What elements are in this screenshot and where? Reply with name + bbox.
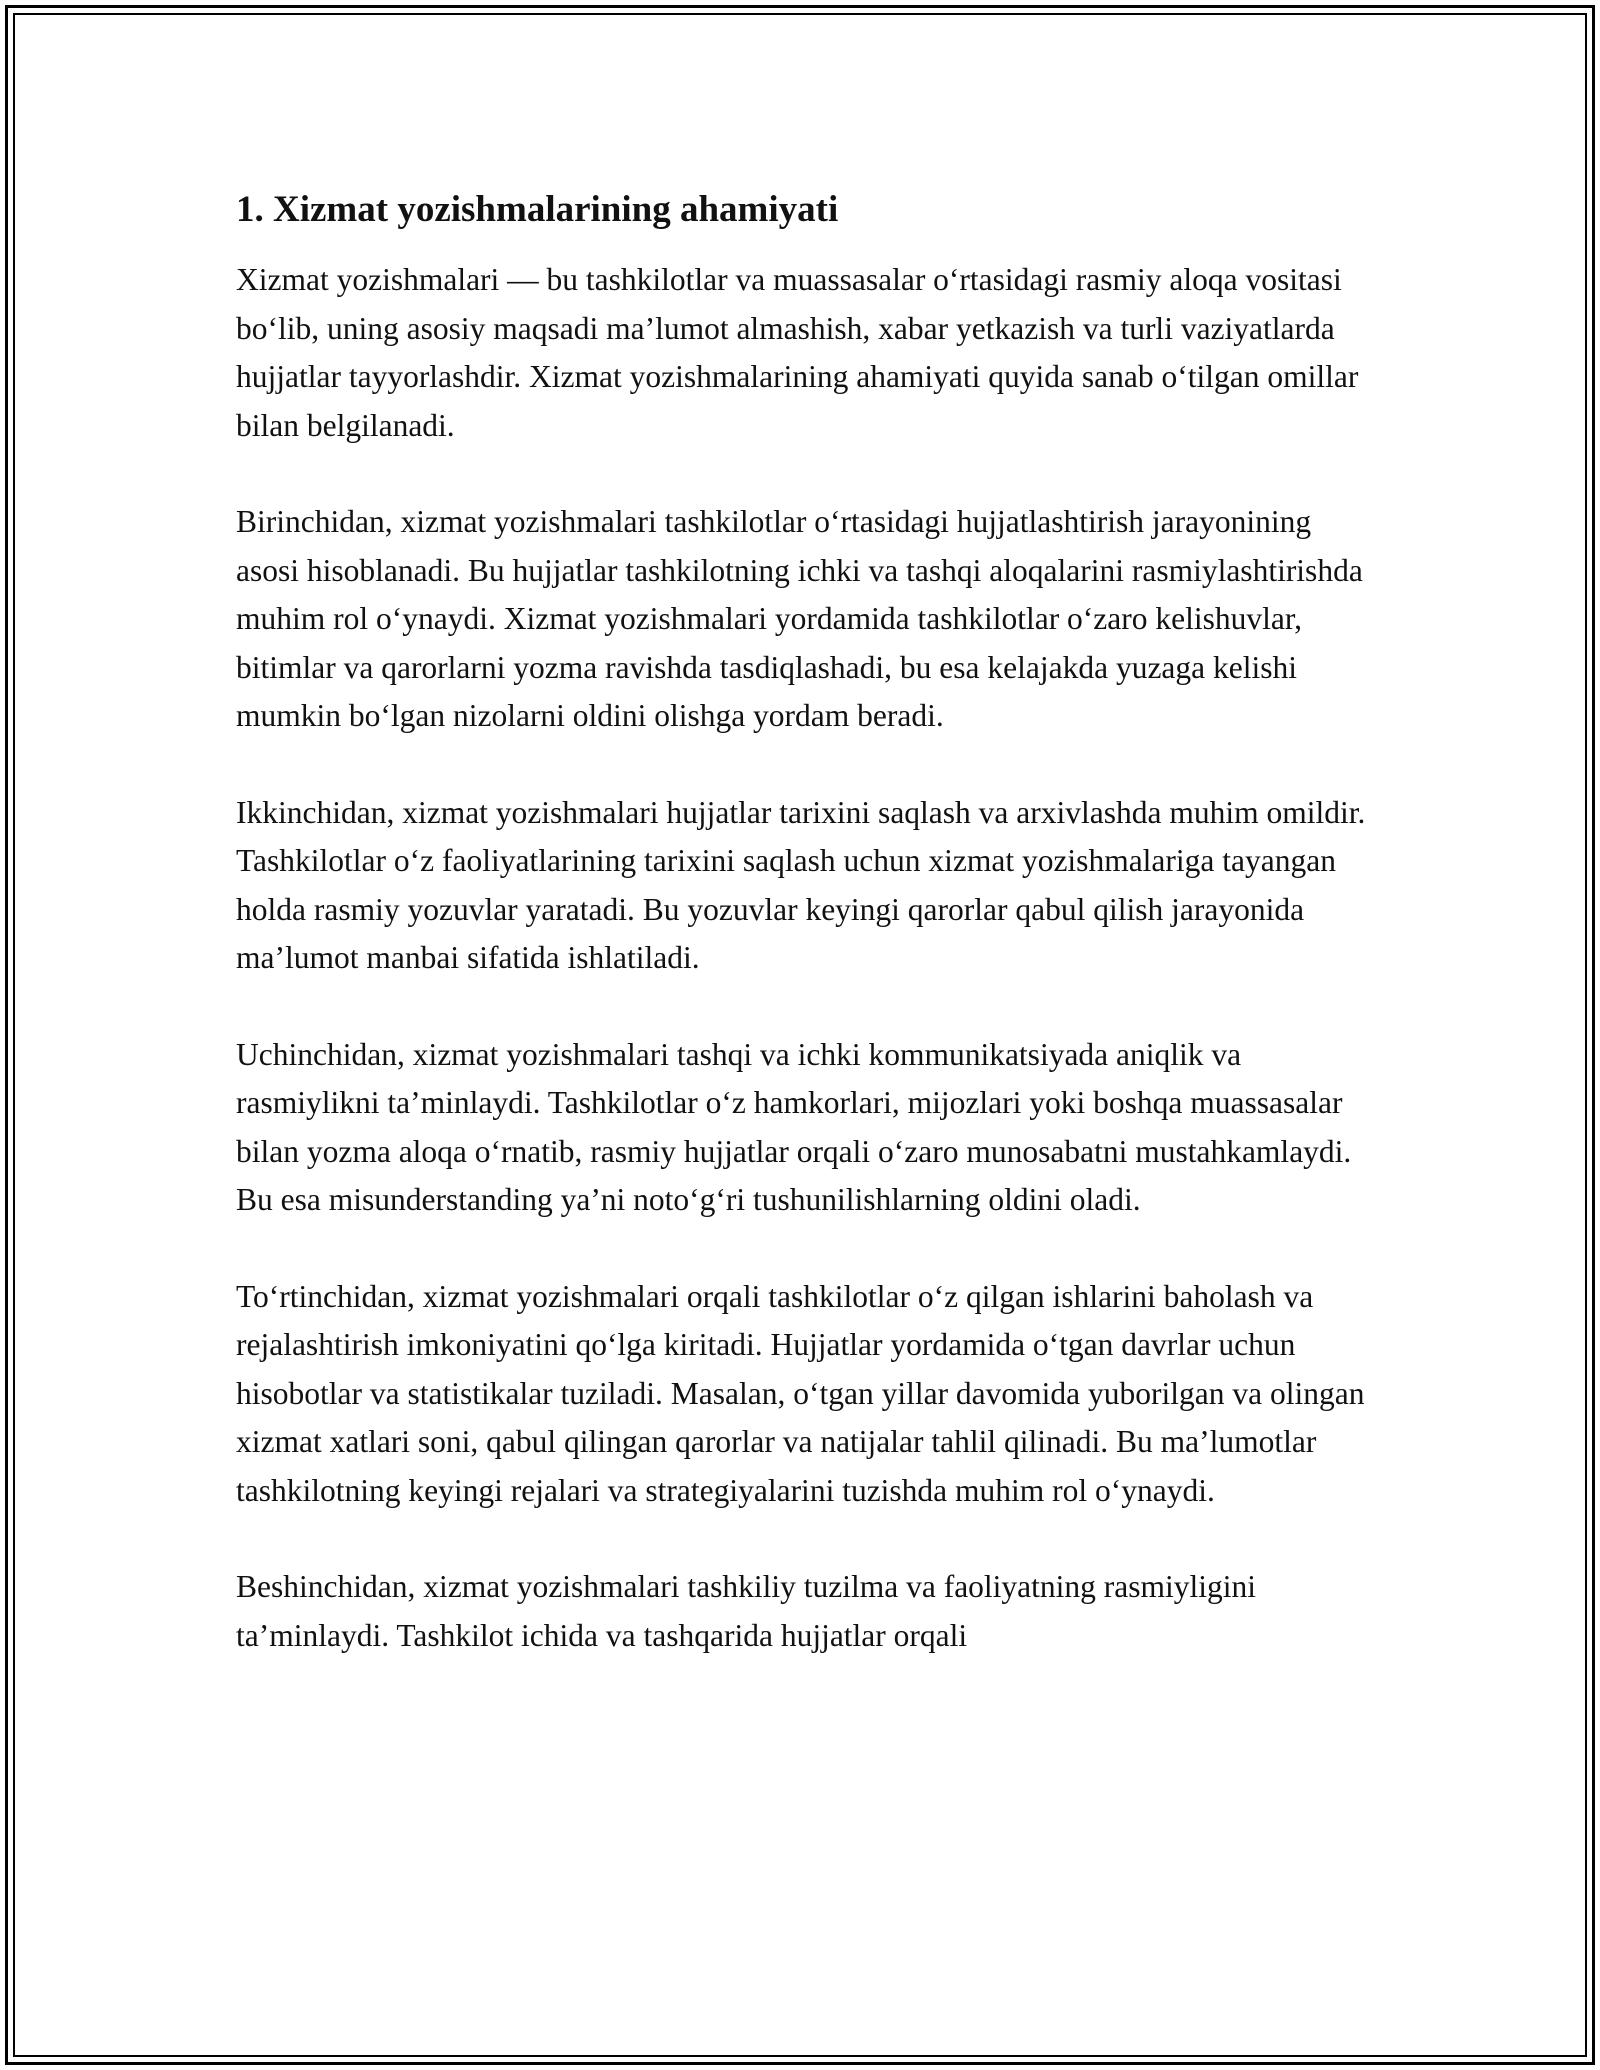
paragraph-third-point: Uchinchidan, xizmat yozishmalari tashqi va ichki kommunikatsiyada aniqlik va rasmiylikni taʼminlaydi. Tashkilotlar oʻz hamkorlari, mijozlari yoki boshqa muassasalar bilan yozma aloqa oʻrnatib, rasmiy hujjatlar orqali oʻzaro munosabatni mustahkamlaydi. Bu esa misunderstanding yaʼni notoʻgʻri tushunilishlarning oldini oladi. [236, 1036, 1352, 1217]
paragraph-fifth-point: Beshinchidan, xizmat yozishmalari tashkiliy tuzilma va faoliyatning rasmiyligini taʼminlaydi. Tashkilot ichida va tashqarida hujjatlar orqali [236, 1569, 1257, 1653]
document-body [236, 186, 1366, 1708]
paragraph-fourth-point: Toʻrtinchidan, xizmat yozishmalari orqali tashkilotlar oʻz qilgan ishlarini baholash va rejalashtirish imkoniyatini qoʻlga kiritadi. Hujjatlar yordamida oʻtgan davrlar uchun hisobotlar va statistikalar tuziladi. Masalan, oʻtgan yillar davomida yuborilgan va olingan xizmat xatlari soni, qabul qilingan qarorlar va natijalar tahlil qilinadi. Bu maʼlumotlar tashkilotning keyingi rejalari va strategiyalarini tuzishda muhim rol oʻynaydi. [236, 1278, 1365, 1508]
paragraph-intro: Xizmat yozishmalari — bu tashkilotlar va muassasalar oʻrtasidagi rasmiy aloqa vositasi boʻlib, uning asosiy maqsadi maʼlumot almashish, xabar yetkazish va turli vaziyatlarda hujjatlar tayyorlashdir. Xizmat yozishmalarining ahamiyati quyida sanab oʻtilgan omillar bilan belgilanadi. [236, 262, 1359, 443]
section-heading: 1. Xizmat yozishmalarining ahamiyati [236, 189, 839, 230]
paragraph-second-point: Ikkinchidan, xizmat yozishmalari hujjatlar tarixini saqlash va arxivlashda muhim omildir. Tashkilotlar oʻz faoliyatlarining tarixini saqlash uchun xizmat yozishmalariga tayangan holda rasmiy yozuvlar yaratadi. Bu yozuvlar keyingi qarorlar qabul qilish jarayonida maʼlumot manbai sifatida ishlatiladi. [236, 794, 1366, 975]
paragraph-first-point: Birinchidan, xizmat yozishmalari tashkilotlar oʻrtasidagi hujjatlashtirish jarayonining asosi hisoblanadi. Bu hujjatlar tashkilotning ichki va tashqi aloqalarini rasmiylashtirishda muhim rol oʻynaydi. Xizmat yozishmalari yordamida tashkilotlar oʻzaro kelishuvlar, bitimlar va qarorlarni yozma ravishda tasdiqlashadi, bu esa kelajakda yuzaga kelishi mumkin boʻlgan nizolarni oldini olishga yordam beradi. [236, 504, 1363, 733]
